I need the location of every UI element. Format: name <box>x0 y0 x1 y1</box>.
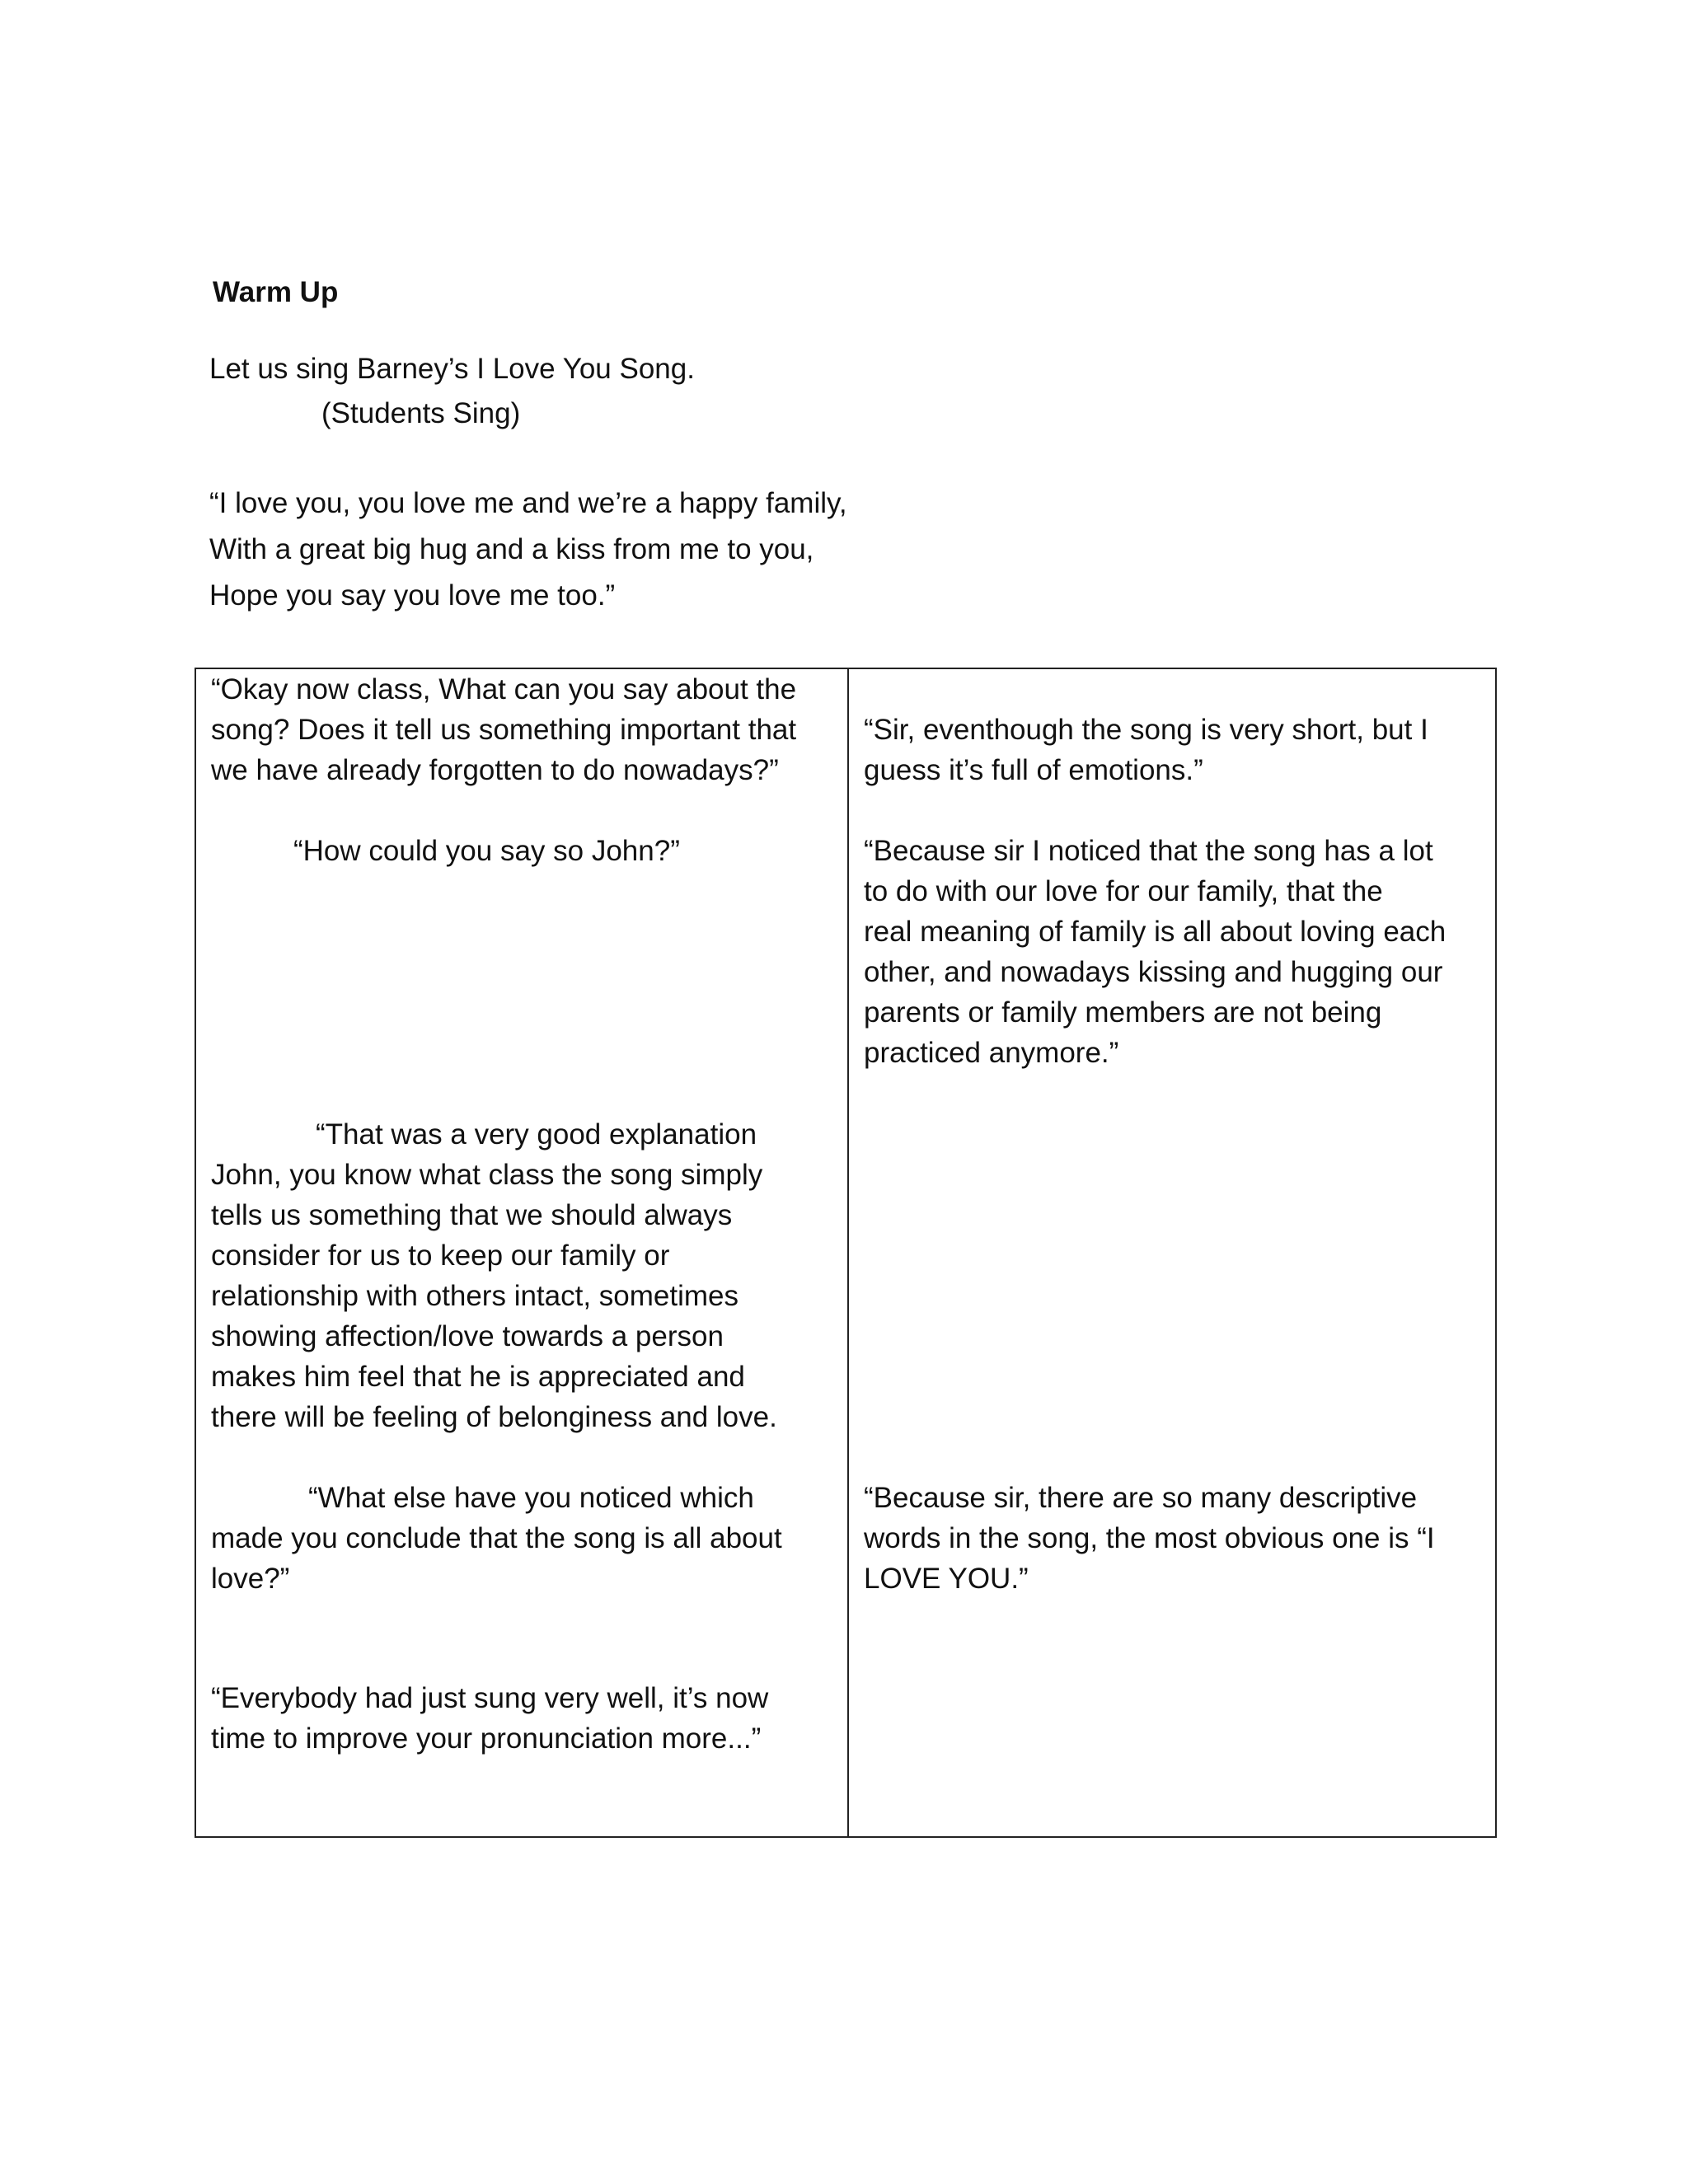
text-line: “That was a very good explanation <box>316 1118 757 1151</box>
text-line: there will be feeling of belonginess and love. <box>211 1401 777 1433</box>
student-answer-2 <box>864 831 1446 1073</box>
text-line: “Everybody had just sung very well, it’s now <box>211 1682 769 1714</box>
text-line: words in the song, the most obvious one is “I <box>864 1522 1435 1554</box>
text-line: tells us something that we should always <box>211 1199 733 1231</box>
lyrics-line: Hope you say you love me too.” <box>209 579 616 612</box>
text-line: “Sir, eventhough the song is very short, but I <box>864 714 1428 746</box>
student-answer-1 <box>864 710 1428 790</box>
text-line: “What else have you noticed which <box>308 1482 754 1514</box>
text-line: made you conclude that the song is all about <box>211 1522 782 1554</box>
section-heading: Warm Up <box>213 276 339 308</box>
lyrics-line: With a great big hug and a kiss from me to you, <box>209 533 814 565</box>
text-line: “Because sir, there are so many descriptive <box>864 1482 1418 1514</box>
text-line: showing affection/love towards a person <box>211 1320 724 1352</box>
text-line: relationship with others intact, sometimes <box>211 1280 738 1312</box>
teacher-line-question-2 <box>211 1478 782 1599</box>
text-line: practiced anymore.” <box>864 1037 1119 1069</box>
text-line: guess it’s full of emotions.” <box>864 754 1203 786</box>
text-line: parents or family members are not being <box>864 996 1382 1029</box>
teacher-line-explanation <box>211 1114 777 1437</box>
teacher-line-followup <box>293 831 680 871</box>
text-line: song? Does it tell us something important that <box>211 714 797 746</box>
text-line: real meaning of family is all about loving each <box>864 916 1447 948</box>
lyrics-line: “I love you, you love me and we’re a happy family, <box>209 487 847 519</box>
text-line: “Because sir I noticed that the song has a lot <box>864 835 1433 867</box>
teacher-line-question <box>211 669 796 790</box>
text-line: consider for us to keep our family or <box>211 1240 670 1272</box>
column-divider <box>847 669 849 1836</box>
text-line: to do with our love for our family, that the <box>864 875 1383 907</box>
text-line: other, and nowadays kissing and hugging our <box>864 956 1443 988</box>
text-line: John, you know what class the song simply <box>211 1159 763 1191</box>
text-line: “How could you say so John?” <box>293 835 680 867</box>
teacher-line-closing <box>211 1678 768 1759</box>
text-line: “Okay now class, What can you say about the <box>211 673 797 705</box>
text-line: we have already forgotten to do nowadays?” <box>211 754 779 786</box>
text-line: LOVE YOU.” <box>864 1563 1029 1595</box>
text-line: time to improve your pronunciation more...” <box>211 1722 762 1755</box>
student-answer-3 <box>864 1478 1435 1599</box>
text-line: love?” <box>211 1563 290 1595</box>
intro-instruction: Let us sing Barney’s I Love You Song. <box>209 353 695 385</box>
dialogue-table <box>195 668 1497 1838</box>
text-line: makes him feel that he is appreciated and <box>211 1361 745 1393</box>
intro-action: (Students Sing) <box>321 397 521 429</box>
